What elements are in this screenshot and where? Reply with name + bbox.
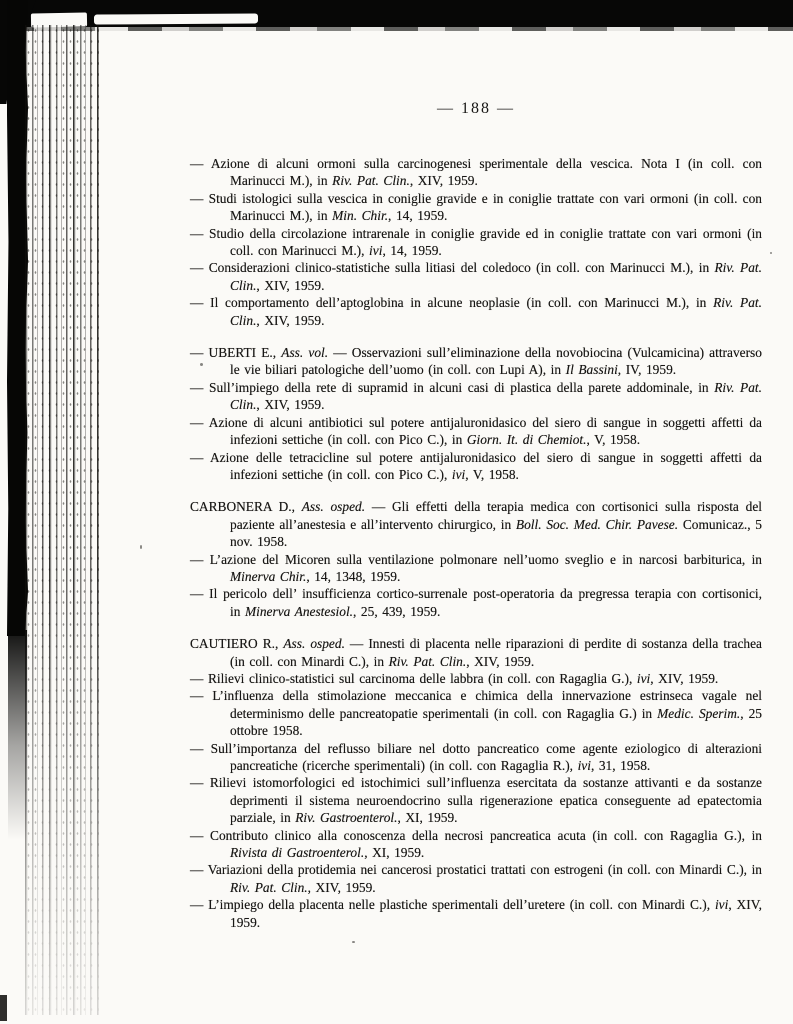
- journal-title: ivi: [636, 670, 651, 686]
- bib-entry: [190, 585, 762, 620]
- bib-block: [190, 155, 762, 329]
- bib-entry: [190, 861, 762, 896]
- entry-text: , XIV, 1959.: [307, 879, 376, 895]
- entry-text: — Sull’importanza del reflusso biliare nel dotto pancreatico come agente eziologico di alterazioni pancreatiche (ricerche sperimentali) (in coll. con Ragaglia R.),: [190, 740, 762, 773]
- entry-text: , XIV, 1959.: [650, 670, 719, 686]
- bib-block: [190, 635, 762, 931]
- entry-text: — Il pericolo dell’ insufficienza cortico-surrenale post-operatoria da pregressa terapia con cortisonici, in: [190, 586, 762, 619]
- journal-title: Riv. Pat. Clin.: [388, 653, 467, 669]
- journal-title: Boll. Soc. Med. Chir. Pavese.: [515, 516, 679, 532]
- journal-title: Ass. osped.: [283, 636, 345, 652]
- entry-text: — L’impiego della placenta nelle plastiche sperimentali dell’uretere (in coll. con Minardi C.),: [190, 897, 715, 913]
- bib-entry: [190, 774, 762, 826]
- entry-text: , IV, 1959.: [617, 362, 677, 378]
- entry-text: , XIV, 1959.: [466, 653, 535, 669]
- journal-title: Giorn. It. di Chemiot.: [466, 432, 587, 448]
- entry-text: , XI, 1959.: [364, 845, 425, 861]
- journal-title: Minerva Anestesiol.: [244, 603, 354, 619]
- bib-entry: [190, 259, 762, 294]
- journal-title: Medic. Sperim.: [657, 705, 741, 721]
- entry-text: , 14, 1348, 1959.: [306, 568, 401, 584]
- entry-text: , XIV, 1959.: [230, 897, 762, 930]
- entry-text: — Il comportamento dell’aptoglobina in alcune neoplasie (in coll. con Marinucci M.), in: [190, 295, 714, 311]
- bib-entry: [190, 896, 762, 931]
- bib-entry: [190, 379, 762, 414]
- entry-text: — Azione di alcuni antibiotici sul potere antijaluronidasico del siero di sangue in soggetti affetti da infezioni settiche (in coll. con Pico C.), in: [190, 414, 762, 448]
- journal-title: Min. Chir.: [332, 208, 389, 224]
- entry-text: — UBERTI E.,: [190, 345, 282, 361]
- entry-text: CARBONERA D.,: [190, 499, 302, 515]
- bibliography: [190, 155, 762, 931]
- bib-entry: [190, 294, 762, 329]
- scan-top-band-fray: [0, 27, 793, 31]
- entry-text: , XIV, 1959.: [256, 277, 325, 293]
- bib-entry: [190, 551, 762, 586]
- entry-text: , 14, 1959.: [388, 208, 448, 224]
- entry-text: — L’influenza della stimolazione meccanica e chimica della innervazione estrinseca vagale nel determinismo delle pancreatopatie sperimentali (in coll. con Ragaglia G.) in: [190, 688, 762, 721]
- entry-text: , 25, 439, 1959.: [353, 603, 441, 619]
- scan-white-notch: [94, 13, 258, 24]
- journal-title: Riv. Pat. Clin.: [230, 879, 308, 895]
- bib-block: [190, 344, 762, 483]
- entry-text: — L’azione del Micoren sulla ventilazione polmonare nell’uomo sveglio e in narcosi barbiturica, in: [190, 551, 762, 567]
- bib-entry: [190, 449, 762, 484]
- entry-text: — Azione delle tetracicline sul potere antijaluronidasico del siero di sangue in soggetti affetti da infezioni settiche (in coll. con Pico C.),: [190, 449, 762, 482]
- journal-title: Rivista di Gastroenterol.: [230, 845, 365, 861]
- scan-speck: [140, 545, 142, 549]
- entry-text: , XIV, 1959.: [409, 173, 478, 189]
- journal-title: Riv. Pat. Clin.: [230, 295, 762, 328]
- journal-title: Riv. Pat. Clin.: [332, 173, 410, 189]
- bib-entry: [190, 687, 762, 739]
- journal-title: Ass. vol.: [281, 345, 329, 361]
- bib-entry: [190, 827, 762, 862]
- page-number: — 188 —: [437, 100, 515, 117]
- entry-text: — Considerazioni clinico-statistiche sulla litiasi del coledoco (in coll. con Marinucci M.), in: [190, 260, 715, 276]
- bib-entry: [190, 670, 762, 687]
- entry-text: , XIV, 1959.: [256, 397, 325, 413]
- entry-text: — Sull’impiego della rete di supramid in alcuni casi di plastica della parete addominale, in: [190, 379, 715, 395]
- bib-entry: [190, 225, 762, 260]
- entry-text: , 14, 1959.: [382, 243, 442, 259]
- entry-text: — Osservazioni sull’eliminazione della novobiocina (Vulcamicina) attraverso le vie biliari patologiche dell’uomo (in coll. con Lupi A), in: [230, 345, 762, 378]
- entry-text: , XIV, 1959.: [256, 312, 325, 328]
- entry-text: — Rilievi istomorfologici ed istochimici sull’influenza esercitata da sostanze attivanti e da sostanze deprimenti il sistema neuroendocrino sulla rigenerazione epatica conseguente ad epatectomia parziale, in: [190, 775, 762, 826]
- entry-text: — Variazioni della protidemia nei cancerosi prostatici trattati con estrogeni (in coll. con Minardi C.), in: [190, 862, 762, 878]
- entry-text: CAUTIERO R.,: [190, 636, 284, 652]
- entry-text: — Contributo clinico alla conoscenza della necrosi pancreatica acuta (in coll. con Ragaglia G.), in: [190, 827, 762, 843]
- journal-title: Riv. Pat. Clin.: [230, 379, 762, 413]
- entry-text: , XI, 1959.: [397, 810, 458, 826]
- scan-speck: [352, 941, 355, 943]
- scan-edge-mark: [0, 995, 7, 1021]
- entry-text: — Azione di alcuni ormoni sulla carcinogenesi sperimentale della vescica. Nota I (in coll. con Marinucci M.), in: [190, 156, 762, 189]
- journal-title: ivi: [369, 243, 383, 259]
- entry-text: Comunicaz., 5 nov. 1958.: [230, 516, 762, 550]
- bib-entry: [190, 414, 762, 449]
- bib-entry: [190, 635, 762, 670]
- binding-streaks: [25, 25, 99, 1015]
- journal-title: ivi: [451, 466, 466, 482]
- bib-entry: [190, 190, 762, 225]
- journal-title: Ass. osped.: [301, 499, 366, 515]
- bib-entry: [190, 740, 762, 775]
- journal-title: ivi: [577, 758, 591, 773]
- entry-text: — Gli effetti della terapia medica con cortisonici sulla risposta del paziente all’anestesia e all’intervento chirurgico, in: [230, 499, 762, 532]
- entry-text: — Studio della circolazione intrarenale in coniglie gravide ed in coniglie trattate con vari ormoni (in coll. con Marinucci M.),: [190, 225, 762, 259]
- journal-title: Riv. Gastroenterol.: [295, 810, 398, 826]
- bib-entry: [190, 498, 762, 550]
- entry-text: , V, 1958.: [586, 432, 641, 448]
- journal-title: Minerva Chir.: [230, 568, 307, 584]
- journal-title: ivi: [714, 897, 729, 913]
- entry-text: , 31, 1958.: [590, 758, 651, 773]
- entry-text: — Rilievi clinico-statistici sul carcinoma delle labbra (in coll. con Ragaglia G.),: [190, 670, 637, 686]
- entry-text: — Innesti di placenta nelle riparazioni di perdite di sostanza della trachea (in coll. con Minardi C.), in: [230, 636, 762, 669]
- bib-entry: [190, 344, 762, 379]
- entry-text: — Studi istologici sulla vescica in coniglie gravide e in coniglie trattate con vari ormoni (in coll. con Marinucci M.), in: [190, 190, 762, 224]
- entry-text: , 25 ottobre 1958.: [230, 705, 762, 739]
- scan-speck: [770, 252, 772, 254]
- entry-text: , V, 1958.: [465, 466, 519, 482]
- bib-block: [190, 498, 762, 620]
- journal-title: Riv. Pat. Clin.: [230, 260, 763, 293]
- bib-entry: [190, 155, 762, 190]
- journal-title: Il Bassini: [565, 362, 618, 378]
